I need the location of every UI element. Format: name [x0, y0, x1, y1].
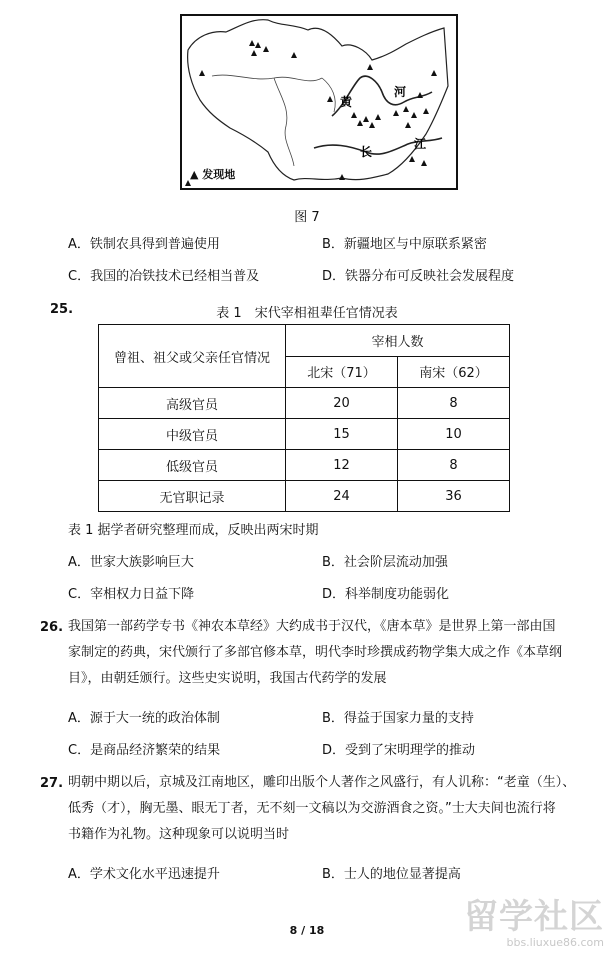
q26-number: 26. — [40, 620, 64, 635]
inner-boundary-3 — [322, 78, 335, 112]
site-marker — [339, 174, 345, 180]
q25-option-a[interactable]: A．世家大族影响巨大 — [68, 555, 194, 570]
site-marker — [351, 112, 357, 118]
q24-option-a[interactable]: A．铁制农具得到普遍使用 — [68, 237, 220, 252]
cell-value: 12 — [286, 450, 398, 481]
table-group-header: 宰相人数 — [286, 325, 510, 357]
site-marker — [369, 122, 375, 128]
cell-value: 8 — [398, 450, 510, 481]
q24-option-d[interactable]: D．铁器分布可反映社会发展程度 — [322, 269, 515, 284]
site-marker — [367, 64, 373, 70]
site-marker — [375, 114, 381, 120]
inner-boundary-2 — [274, 78, 294, 166]
map-drawing — [182, 16, 456, 188]
q27-stem-line: 明朝中期以后，京城及江南地区，雕印出版个人著作之风盛行，有人讥称：“老童（生）、 — [68, 775, 576, 790]
q26-stem-line: 家制定的药典，宋代颁行了多部官修本草，明代李时珍撰成药物学集大成之作《本草纲 — [68, 645, 563, 660]
cell-value: 24 — [286, 481, 398, 512]
q27-number: 27. — [40, 776, 64, 791]
site-marker — [249, 40, 255, 46]
cell-value: 8 — [398, 388, 510, 419]
q26-stem-line: 我国第一部药学专书《神农本草经》大约成书于汉代，《唐本草》是世界上第一部由国 — [68, 619, 556, 634]
site-marker — [411, 112, 417, 118]
site-marker — [263, 46, 269, 52]
site-marker — [199, 70, 205, 76]
q26-option-c[interactable]: C．是商品经济繁荣的结果 — [68, 743, 221, 758]
q25-option-c[interactable]: C．宰相权力日益下降 — [68, 587, 195, 602]
q26-option-d[interactable]: D．受到了宋明理学的推动 — [322, 743, 476, 758]
table-row — [99, 450, 510, 481]
q26-option-a[interactable]: A．源于大一统的政治体制 — [68, 711, 220, 726]
table-row — [99, 388, 510, 419]
watermark — [444, 898, 604, 954]
table-row — [99, 481, 510, 512]
row-label: 中级官员 — [99, 419, 286, 450]
site-marker — [405, 122, 411, 128]
river-label-jiang: 江 — [414, 137, 427, 151]
q24-option-b[interactable]: B．新疆地区与中原联系紧密 — [322, 237, 487, 252]
q27-stem-line: 书籍作为礼物。这种现象可以说明当时 — [68, 827, 290, 842]
river-label-he: 河 — [394, 85, 407, 99]
q26-stem — [68, 614, 608, 692]
q27-stem-line: 低秀（才），胸无墨、眼无丁者，无不刻一文稿以为交游酒食之资。”士大夫间也流行将 — [68, 801, 556, 816]
q26-stem-line: 目》，由朝廷颁行。这些史实说明，我国古代药学的发展 — [68, 671, 387, 686]
col-header-southern-song: 南宋（62） — [398, 356, 510, 388]
watermark-logo-text: 留学社区 — [464, 897, 604, 937]
page-number: 8 / 18 — [289, 924, 325, 937]
river-label-huang: 黄 — [340, 95, 353, 109]
q25-stem: 表 1 据学者研究整理而成，反映出两宋时期 — [68, 523, 319, 538]
q26-option-b[interactable]: B．得益于国家力量的支持 — [322, 711, 474, 726]
river-label-chang: 长 — [360, 145, 373, 159]
inner-boundary-1 — [212, 75, 322, 81]
row-label: 无官职记录 — [99, 481, 286, 512]
table-title: 表 1 宋代宰相祖辈任官情况表 — [216, 306, 398, 321]
map-legend: ▲ 发现地 — [190, 168, 236, 181]
q27-option-a[interactable]: A．学术文化水平迅速提升 — [68, 867, 220, 882]
site-marker — [357, 120, 363, 126]
table-row-header: 曾祖、祖父或父亲任官情况 — [99, 325, 286, 388]
q25-number: 25. — [50, 302, 74, 317]
q24-option-c[interactable]: C．我国的冶铁技术已经相当普及 — [68, 269, 260, 284]
site-marker — [421, 160, 427, 166]
site-marker — [409, 156, 415, 162]
map-figure — [180, 14, 458, 190]
site-marker — [327, 96, 333, 102]
site-marker — [403, 106, 409, 112]
row-label: 低级官员 — [99, 450, 286, 481]
site-marker — [417, 92, 423, 98]
cell-value: 36 — [398, 481, 510, 512]
row-label: 高级官员 — [99, 388, 286, 419]
figure-caption: 图 7 — [294, 210, 320, 225]
site-markers — [185, 40, 437, 186]
q27-option-b[interactable]: B．士人的地位显著提高 — [322, 867, 461, 882]
q25-option-d[interactable]: D．科举制度功能弱化 — [322, 587, 450, 602]
site-marker — [431, 70, 437, 76]
site-marker — [251, 50, 257, 56]
watermark-url: bbs.liuxue86.com — [506, 936, 604, 949]
col-header-northern-song: 北宋（71） — [286, 356, 398, 388]
q27-stem — [68, 770, 608, 848]
table-row — [99, 419, 510, 450]
site-marker — [291, 52, 297, 58]
cell-value: 15 — [286, 419, 398, 450]
cell-value: 20 — [286, 388, 398, 419]
cell-value: 10 — [398, 419, 510, 450]
site-marker — [423, 108, 429, 114]
q25-option-b[interactable]: B．社会阶层流动加强 — [322, 555, 448, 570]
site-marker — [393, 110, 399, 116]
site-marker — [255, 42, 261, 48]
officials-table — [98, 324, 510, 512]
site-marker — [363, 116, 369, 122]
